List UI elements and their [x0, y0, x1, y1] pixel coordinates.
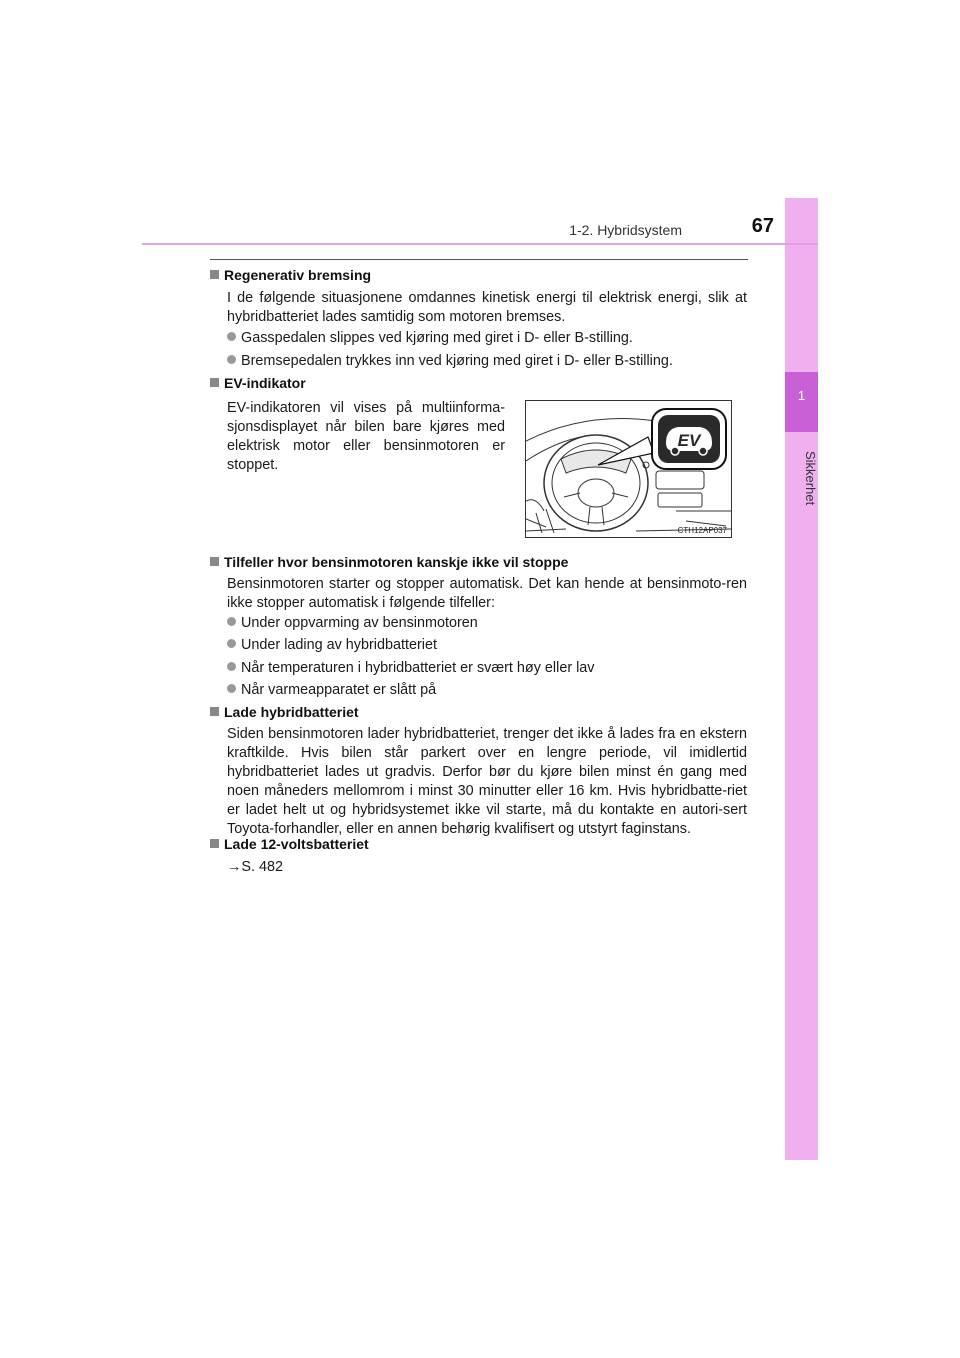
heading-tilfeller: Tilfeller hvor bensinmotoren kanskje ikke vil stoppe: [210, 554, 568, 570]
list-item: Under lading av hybridbatteriet: [227, 636, 437, 655]
round-bullet-icon: [227, 639, 236, 648]
round-bullet-icon: [227, 332, 236, 341]
heading-lade-12-voltsbatteriet: Lade 12-voltsbatteriet: [210, 836, 369, 852]
header-line: [142, 243, 818, 245]
dashboard-drawing: [526, 401, 731, 537]
list-item: Når varmeapparatet er slått på: [227, 681, 436, 700]
paragraph-charge: Siden bensinmotoren lader hybridbatteriet, trenger det ikke å lades fra en ekstern kraftkilde. Hvis bilen står parkert over en lengre periode, vil imidlertid hybridbatteriet lades ut gradvis. Derfor bør du kjøre bilen minst én gang med noen måneders mellomrom i minst 30 minutter eller 16 km. Hvis hybridbatte-riet er ladet helt ut og hybridsystemet ikke vil starte, må du kontakte en autori-sert Toyota-forhandler, eller en annen behørig kvalifisert og utstyrt faginstans.: [227, 726, 747, 837]
square-bullet-icon: [210, 270, 219, 279]
figure-code: CTH12AP037: [677, 526, 727, 535]
list-item: Når temperaturen i hybridbatteriet er svært høy eller lav: [227, 659, 595, 678]
ev-badge-text: EV: [677, 431, 701, 450]
heading-regenerativ-bremsing: Regenerativ bremsing: [210, 267, 371, 283]
page-reference: →S. 482: [227, 859, 283, 875]
chapter-title: 1-2. Hybridsystem: [569, 222, 682, 238]
ev-indicator-illustration: [525, 400, 732, 538]
section-rule: [210, 259, 748, 260]
page-number: 67: [751, 215, 774, 237]
paragraph-stop: Bensinmotoren starter og stopper automatisk. Det kan hende at bensinmoto-ren ikke stopper automatisk i følgende tilfeller:: [227, 576, 747, 611]
side-tab: [785, 198, 818, 1160]
square-bullet-icon: [210, 839, 219, 848]
square-bullet-icon: [210, 557, 219, 566]
round-bullet-icon: [227, 662, 236, 671]
list-item: Under oppvarming av bensinmotoren: [227, 614, 478, 633]
side-tab-label: Sikkerhet: [803, 450, 818, 506]
list-item: Gasspedalen slippes ved kjøring med giret i D- eller B-stilling.: [227, 329, 633, 348]
list-item: Bremsepedalen trykkes inn ved kjøring med giret i D- eller B-stilling.: [227, 352, 673, 371]
square-bullet-icon: [210, 378, 219, 387]
side-tab-number: 1: [797, 388, 806, 403]
square-bullet-icon: [210, 707, 219, 716]
paragraph-ev: EV-indikatoren vil vises på multiinforma-sjonsdisplayet når bilen bare kjøres med elektrisk motor eller bensinmotoren er stoppet.: [227, 400, 505, 473]
paragraph-regen: I de følgende situasjonene omdannes kinetisk energi til elektrisk energi, slik at hybridbatteriet lades samtidig som motoren bremses.: [227, 290, 747, 325]
heading-lade-hybridbatteriet: Lade hybridbatteriet: [210, 704, 359, 720]
round-bullet-icon: [227, 684, 236, 693]
round-bullet-icon: [227, 617, 236, 626]
heading-ev-indikator: EV-indikator: [210, 375, 306, 391]
round-bullet-icon: [227, 355, 236, 364]
